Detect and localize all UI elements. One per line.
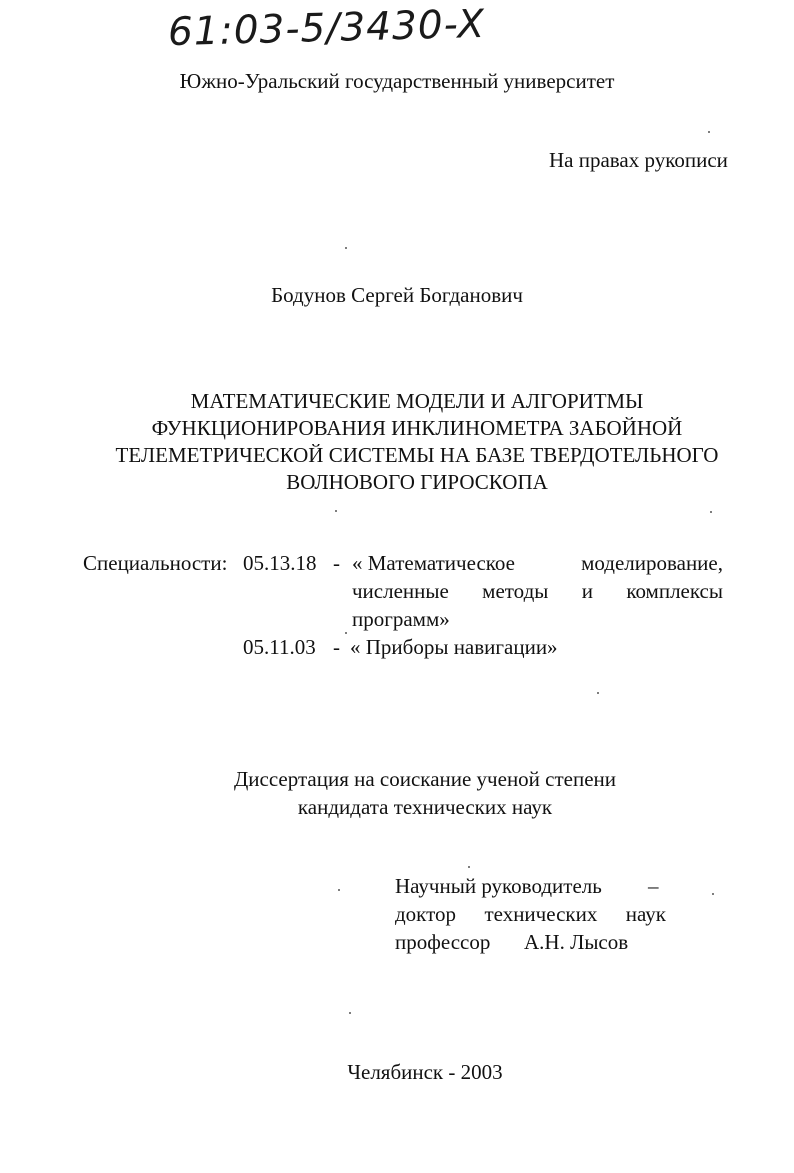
specialty-word: комплексы — [626, 579, 723, 603]
scan-speck — [345, 247, 347, 249]
specialty-word: численные — [352, 579, 449, 603]
specialty-dash: - — [333, 635, 340, 659]
supervisor-name: А.Н. Лысов — [524, 930, 629, 954]
degree-statement — [0, 765, 794, 821]
specialty-name-line: программ» — [352, 607, 450, 631]
handwritten-catalog-code: 61:03-5/3430-X — [167, 1, 486, 56]
supervisor-degree — [395, 900, 666, 928]
scan-speck — [712, 893, 714, 895]
scan-speck — [468, 866, 470, 868]
specialty-word: « Математическое — [352, 551, 515, 575]
scan-speck — [710, 511, 712, 513]
supervisor-degree-word: наук — [625, 902, 666, 926]
supervisor-degree-word: технических — [484, 902, 598, 926]
title-line: ВОЛНОВОГО ГИРОСКОПА — [286, 470, 548, 494]
degree-line: кандидата технических наук — [297, 795, 553, 819]
supervisor-degree-word: доктор — [395, 902, 457, 926]
scan-speck — [335, 510, 337, 512]
manuscript-rights-note: На правах рукописи — [549, 148, 728, 172]
specialty-code: 05.11.03 — [243, 635, 316, 659]
specialty-word: и — [581, 579, 593, 603]
author-name: Бодунов Сергей Богданович — [271, 283, 523, 307]
specialty-word: моделирование, — [581, 551, 723, 575]
university-name: Южно-Уральский государственный университет — [179, 69, 615, 93]
degree-line: Диссертация на соискание ученой степени — [233, 767, 617, 791]
city-year: Челябинск - 2003 — [347, 1060, 503, 1084]
specialty-name-line — [352, 577, 723, 605]
dissertation-title — [40, 388, 794, 496]
specialty-dash: - — [333, 551, 340, 575]
scan-speck — [338, 889, 340, 891]
scan-speck — [345, 632, 347, 634]
specialty-code: 05.13.18 — [243, 551, 317, 575]
title-line: ФУНКЦИОНИРОВАНИЯ ИНКЛИНОМЕТРА ЗАБОЙНОЙ — [151, 416, 683, 440]
title-line: МАТЕМАТИЧЕСКИЕ МОДЕЛИ И АЛГОРИТМЫ — [190, 389, 644, 413]
scan-speck — [597, 692, 599, 694]
supervisor-title: профессор — [395, 930, 491, 954]
specialty-name-line: « Приборы навигации» — [350, 635, 558, 659]
supervisor-dash: – — [648, 874, 659, 898]
specialty-name-line — [352, 549, 723, 577]
specialty-word: методы — [482, 579, 549, 603]
scan-speck — [349, 1012, 351, 1014]
title-line: ТЕЛЕМЕТРИЧЕСКОЙ СИСТЕМЫ НА БАЗЕ ТВЕРДОТЕЛЬНОГО — [115, 443, 719, 467]
scan-speck — [708, 131, 710, 133]
specialties-label: Специальности: — [83, 551, 228, 575]
supervisor-heading: Научный руководитель — [395, 874, 602, 898]
